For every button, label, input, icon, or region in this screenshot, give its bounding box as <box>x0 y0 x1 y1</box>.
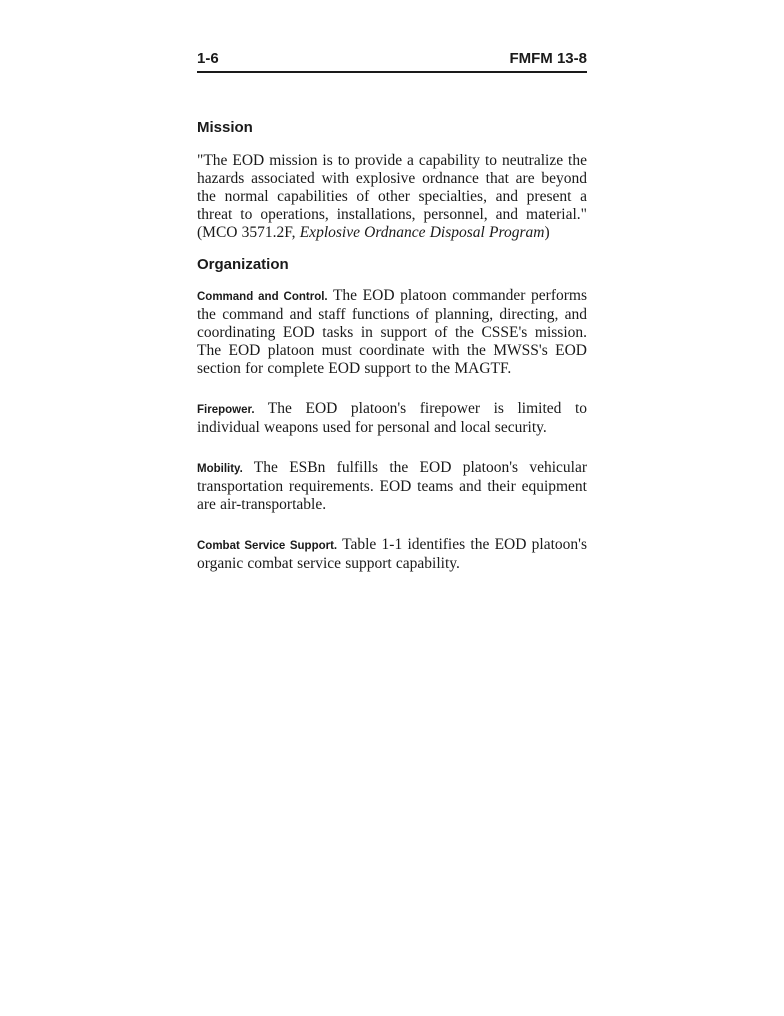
mission-heading: Mission <box>197 119 253 136</box>
command-and-control-paragraph <box>197 287 587 378</box>
run-in-heading: Firepower. <box>197 404 255 416</box>
paragraph-text: The EOD platoon's firepower is limited to individual weapons used for personal and local security. <box>197 400 587 436</box>
organization-heading: Organization <box>197 256 289 273</box>
mission-citation-title: Explosive Ordnance Disposal Program <box>299 224 545 241</box>
mission-paragraph <box>197 152 587 242</box>
mission-text: "The EOD mission is to provide a capability to neutralize the hazards associated with explosive ordnance that are beyond the normal capabilities of other specialties, and present a threat to operations, installations, personnel, and material." (MCO 3571.2F, <box>197 152 587 241</box>
publication-id: FMFM 13-8 <box>509 50 587 67</box>
mission-text-end: ) <box>544 224 550 241</box>
combat-service-support-paragraph <box>197 536 587 573</box>
page-number: 1-6 <box>197 50 219 67</box>
firepower-paragraph <box>197 400 587 437</box>
document-page <box>197 50 587 573</box>
mobility-paragraph <box>197 459 587 514</box>
paragraph-text: The EOD platoon commander performs the command and staff functions of planning, directing, and coordinating EOD tasks in support of the CSSE's mission. The EOD platoon must coordinate with the MWSS's EOD section for complete EOD support to the MAGTF. <box>197 287 587 377</box>
run-in-heading: Combat Service Support. <box>197 540 338 552</box>
run-in-heading: Mobility. <box>197 463 243 475</box>
paragraph-text: Table 1-1 identifies the EOD platoon's organic combat service support capability. <box>197 536 587 572</box>
running-header <box>197 50 587 73</box>
paragraph-text: The ESBn fulfills the EOD platoon's vehicular transportation requirements. EOD teams and their equipment are air-transportable. <box>197 459 587 513</box>
run-in-heading: Command and Control. <box>197 291 328 303</box>
